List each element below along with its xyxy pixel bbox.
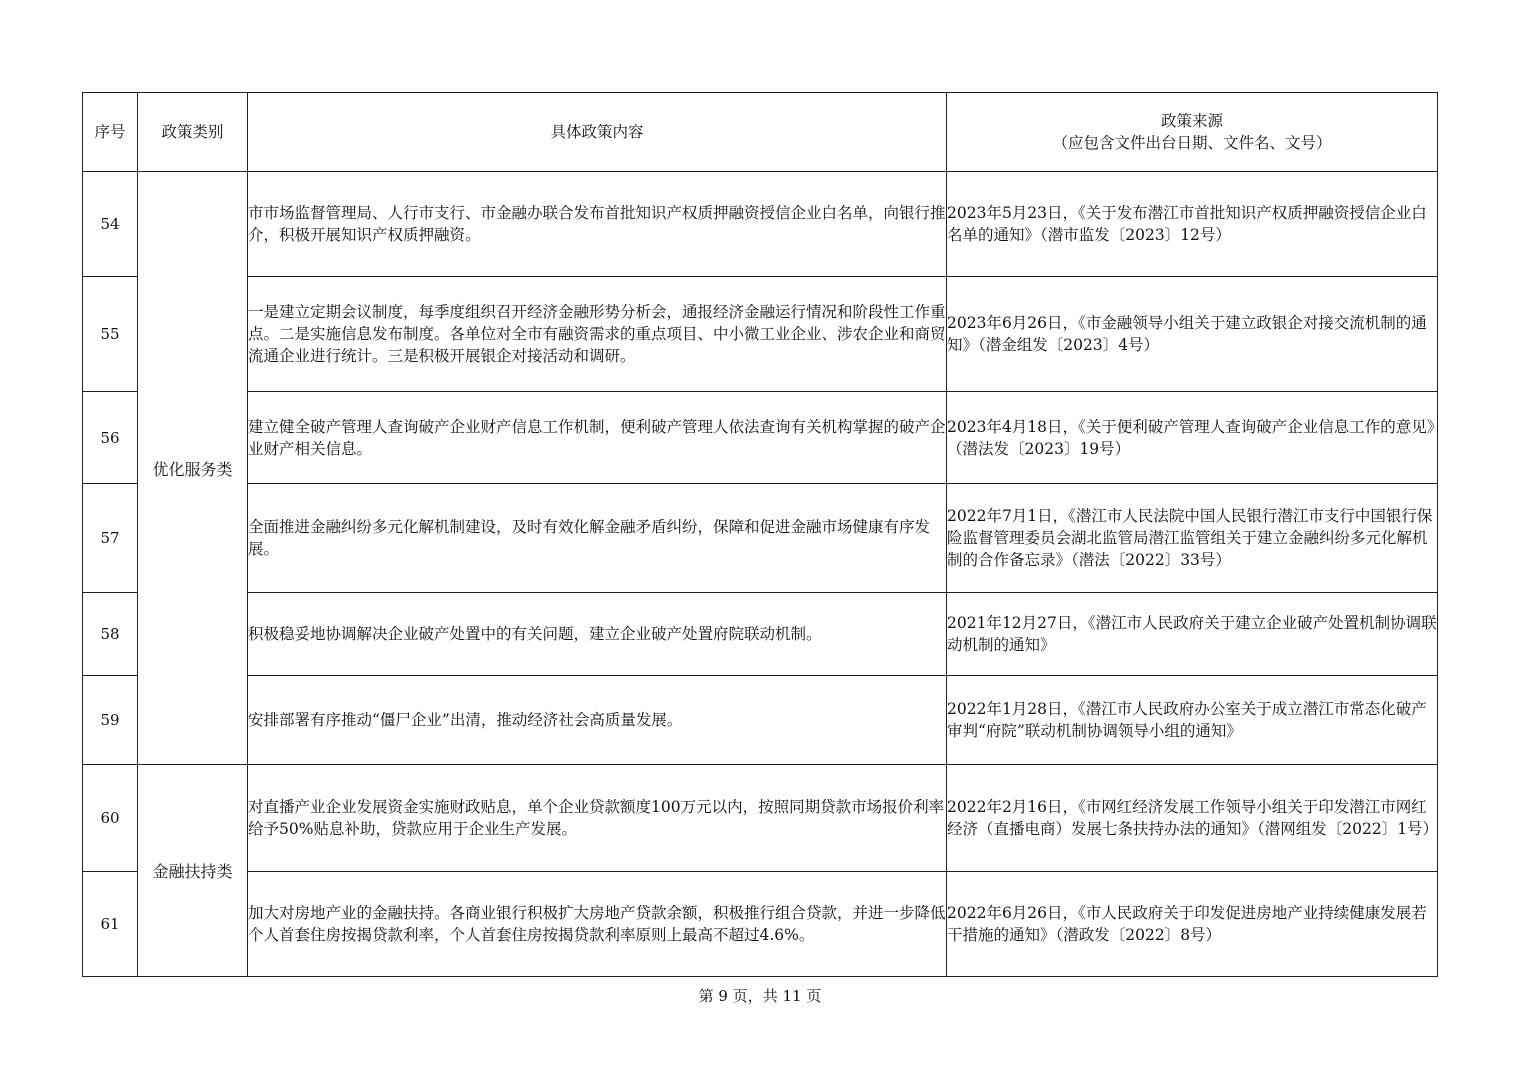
policy-content: 全面推进金融纠纷多元化解机制建设，及时有效化解金融矛盾纠纷，保障和促进金融市场健康有序发展。	[248, 484, 947, 593]
policy-source: 2023年5月23日，《关于发布潜江市首批知识产权质押融资授信企业白名单的通知》（潜市监发〔2023〕12号）	[947, 172, 1438, 277]
policy-source: 2023年4月18日，《关于便利破产管理人查询破产企业信息工作的意见》（潜法发〔2023〕19号）	[947, 392, 1438, 484]
category-cell: 金融扶持类	[138, 765, 248, 977]
page-footer: 第 9 页，共 11 页	[698, 987, 822, 1005]
header-source	[947, 93, 1438, 172]
policy-content: 市市场监督管理局、人行市支行、市金融办联合发布首批知识产权质押融资授信企业白名单，向银行推介，积极开展知识产权质押融资。	[248, 172, 947, 277]
policy-source: 2021年12月27日，《潜江市人民政府关于建立企业破产处置机制协调联动机制的通知》	[947, 593, 1438, 676]
table-row	[83, 676, 1438, 765]
table-row	[83, 484, 1438, 593]
header-content: 具体政策内容	[248, 93, 947, 172]
table-row	[83, 172, 1438, 277]
policy-source: 2023年6月26日，《市金融领导小组关于建立政银企对接交流机制的通知》（潜金组发〔2023〕4号）	[947, 277, 1438, 392]
policy-source: 2022年1月28日，《潜江市人民政府办公室关于成立潜江市常态化破产审判“府院”联动机制协调领导小组的通知》	[947, 676, 1438, 765]
header-num: 序号	[83, 93, 138, 172]
policy-content: 加大对房地产业的金融扶持。各商业银行积极扩大房地产贷款余额，积极推行组合贷款，并进一步降低个人首套住房按揭贷款利率，个人首套住房按揭贷款利率原则上最高不超过4.6%。	[248, 872, 947, 977]
table-row	[83, 765, 1438, 872]
table-header-row	[83, 93, 1438, 172]
header-source-note: （应包含文件出台日期、文件名、文号）	[1052, 134, 1332, 152]
row-number: 59	[83, 676, 138, 765]
table-row	[83, 277, 1438, 392]
row-number: 56	[83, 392, 138, 484]
policy-content: 建立健全破产管理人查询破产企业财产信息工作机制，便利破产管理人依法查询有关机构掌握的破产企业财产相关信息。	[248, 392, 947, 484]
header-source-title: 政策来源	[1160, 112, 1223, 130]
policy-table	[82, 92, 1438, 977]
policy-content: 安排部署有序推动“僵尸企业”出清，推动经济社会高质量发展。	[248, 676, 947, 765]
row-number: 60	[83, 765, 138, 872]
row-number: 57	[83, 484, 138, 593]
row-number: 55	[83, 277, 138, 392]
table-row	[83, 872, 1438, 977]
header-category: 政策类别	[138, 93, 248, 172]
row-number: 61	[83, 872, 138, 977]
policy-source: 2022年6月26日，《市人民政府关于印发促进房地产业持续健康发展若干措施的通知》（潜政发〔2022〕8号）	[947, 872, 1438, 977]
row-number: 58	[83, 593, 138, 676]
row-number: 54	[83, 172, 138, 277]
policy-content: 一是建立定期会议制度，每季度组织召开经济金融形势分析会，通报经济金融运行情况和阶段性工作重点。二是实施信息发布制度。各单位对全市有融资需求的重点项目、中小微工业企业、涉农企业和商贸流通企业进行统计。三是积极开展银企对接活动和调研。	[248, 277, 947, 392]
table-row	[83, 593, 1438, 676]
policy-content: 对直播产业企业发展资金实施财政贴息，单个企业贷款额度100万元以内，按照同期贷款市场报价利率给予50%贴息补助，贷款应用于企业生产发展。	[248, 765, 947, 872]
category-cell: 优化服务类	[138, 172, 248, 765]
table-row	[83, 392, 1438, 484]
policy-content: 积极稳妥地协调解决企业破产处置中的有关问题，建立企业破产处置府院联动机制。	[248, 593, 947, 676]
policy-source: 2022年7月1日，《潜江市人民法院中国人民银行潜江市支行中国银行保险监督管理委员会湖北监管局潜江监管组关于建立金融纠纷多元化解机制的合作备忘录》（潜法〔2022〕33号）	[947, 484, 1438, 593]
policy-source: 2022年2月16日，《市网红经济发展工作领导小组关于印发潜江市网红经济（直播电商）发展七条扶持办法的通知》（潜网组发〔2022〕1号）	[947, 765, 1438, 872]
